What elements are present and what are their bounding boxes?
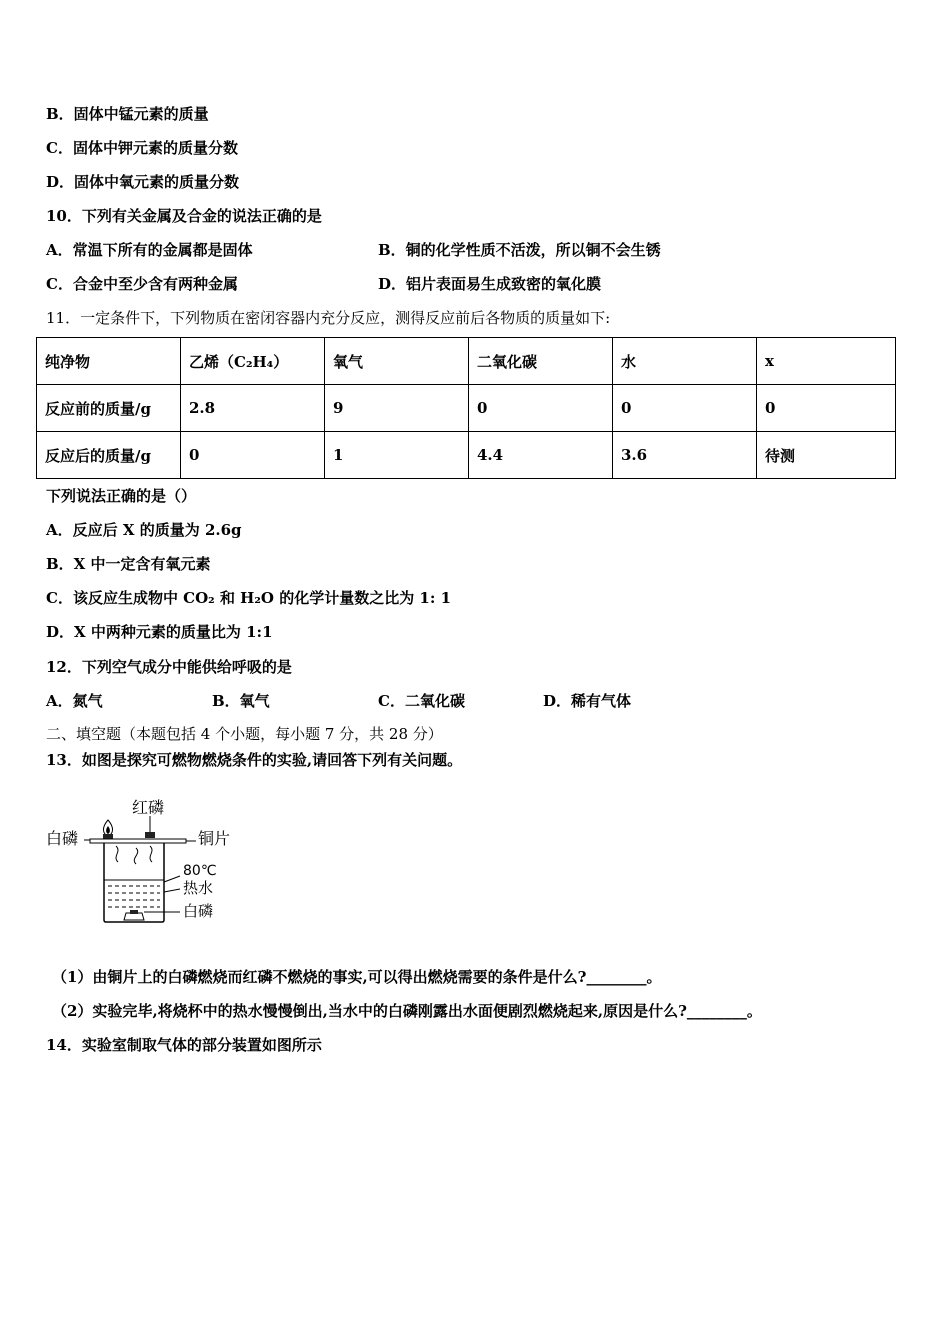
white-phosphorus-top-lump — [103, 834, 113, 839]
q12-option-d: D．稀有气体 — [543, 692, 632, 710]
copper-sheet-label: 铜片 — [198, 829, 231, 848]
q11-option-d: D．X 中两种元素的质量比为 1:1 — [46, 623, 273, 641]
table-header-cell: 纯净物 — [37, 338, 181, 385]
q10-option-c: C．合金中至少含有两种金属 — [46, 275, 238, 293]
temperature-label: 80℃ — [183, 863, 217, 879]
white-phosphorus-bottom-label: 白磷 — [183, 902, 214, 920]
table-cell: 0 — [469, 385, 613, 432]
q12-option-b: B．氧气 — [212, 692, 270, 710]
hot-water-leader — [164, 889, 180, 892]
table-cell: 3.6 — [613, 432, 757, 479]
table-cell: 0 — [613, 385, 757, 432]
table-cell: 4.4 — [469, 432, 613, 479]
white-phosphorus-bottom-lump — [130, 910, 138, 914]
steam-line — [150, 846, 152, 862]
table-cell: 反应后的质量/g — [37, 432, 181, 479]
q14-stem: 14．实验室制取气体的部分装置如图所示 — [46, 1036, 322, 1054]
q11-prompt: 下列说法正确的是（） — [46, 487, 197, 505]
temperature-leader — [164, 876, 180, 882]
table-row — [37, 385, 896, 432]
table-row — [37, 432, 896, 479]
q10-option-b: B．铜的化学性质不活泼，所以铜不会生锈 — [378, 241, 661, 259]
hot-water-label: 热水 — [183, 879, 214, 897]
q13-subquestion-2: （2）实验完毕,将烧杯中的热水慢慢倒出,当水中的白磷刚露出水面便剧烈燃烧起来,原因是什么?________。 — [52, 1002, 762, 1020]
table-header-cell: 二氧化碳 — [469, 338, 613, 385]
table-header-cell: 乙烯（C₂H₄） — [181, 338, 325, 385]
copper-sheet — [90, 839, 186, 843]
q11-option-a: A．反应后 X 的质量为 2.6g — [46, 521, 242, 539]
q11-option-c: C．该反应生成物中 CO₂ 和 H₂O 的化学计量数之比为 1: 1 — [46, 589, 452, 607]
q13-stem: 13．如图是探究可燃物燃烧条件的实验,请回答下列有关问题。 — [46, 751, 463, 769]
mass-table — [36, 337, 896, 479]
white-phosphorus-top-label: 白磷 — [46, 829, 79, 848]
table-cell: 1 — [325, 432, 469, 479]
q10-option-a: A．常温下所有的金属都是固体 — [46, 241, 253, 259]
table-header-row — [37, 338, 896, 385]
submerged-dish — [124, 913, 144, 920]
q11-stem: 11．一定条件下，下列物质在密闭容器内充分反应，测得反应前后各物质的质量如下: — [46, 309, 611, 327]
table-cell: 0 — [757, 385, 896, 432]
q12-option-c: C．二氧化碳 — [378, 692, 465, 710]
table-header-cell: x — [757, 338, 896, 385]
table-header-cell: 氧气 — [325, 338, 469, 385]
q9-option-c: C．固体中钾元素的质量分数 — [46, 139, 238, 157]
q10-stem: 10．下列有关金属及合金的说法正确的是 — [46, 207, 322, 225]
table-cell: 9 — [325, 385, 469, 432]
q9-option-b: B．固体中锰元素的质量 — [46, 105, 209, 123]
q10-option-d: D．铝片表面易生成致密的氧化膜 — [378, 275, 602, 293]
red-phosphorus-label: 红磷 — [132, 798, 165, 817]
q9-option-d: D．固体中氧元素的质量分数 — [46, 173, 240, 191]
steam-line — [116, 846, 118, 862]
section-heading: 二、填空题（本题包括 4 个小题，每小题 7 分，共 28 分） — [46, 725, 443, 743]
table-cell: 反应前的质量/g — [37, 385, 181, 432]
table-cell: 待测 — [757, 432, 896, 479]
q12-option-a: A．氮气 — [46, 692, 103, 710]
q13-subquestion-1: （1）由铜片上的白磷燃烧而红磷不燃烧的事实,可以得出燃烧需要的条件是什么?________。 — [52, 968, 662, 986]
combustion-experiment-figure — [46, 796, 246, 926]
table-cell: 0 — [181, 432, 325, 479]
red-phosphorus-lump — [145, 832, 155, 838]
table-header-cell: 水 — [613, 338, 757, 385]
table-cell: 2.8 — [181, 385, 325, 432]
q11-option-b: B．X 中一定含有氧元素 — [46, 555, 211, 573]
steam-line — [134, 848, 137, 864]
q12-stem: 12．下列空气成分中能供给呼吸的是 — [46, 658, 292, 676]
